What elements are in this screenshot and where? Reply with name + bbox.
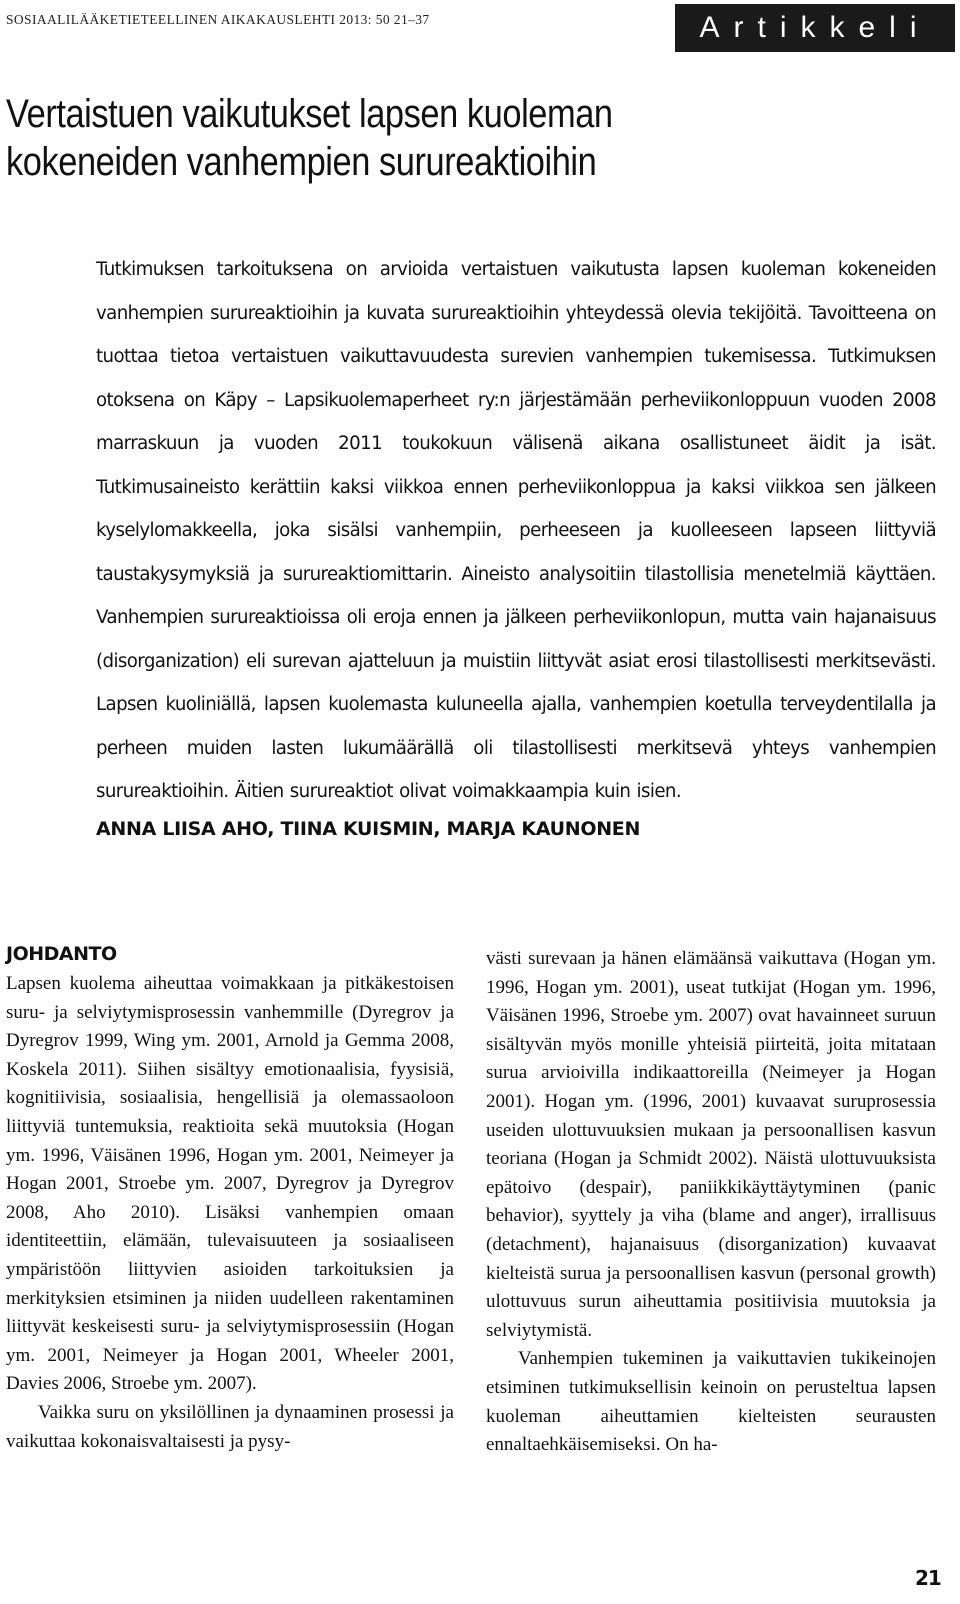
body-paragraph: Vanhempien tukeminen ja vaikuttavien tukikeinojen etsiminen tutkimuksellisin keinoin on perusteltua lapsen kuoleman aiheuttamien kielteisten seurausten ennaltaehkäisemiseksi. On ha-	[486, 1348, 936, 1456]
section-heading: JOHDANTO	[6, 943, 117, 965]
body-column-right	[486, 945, 936, 1460]
journal-citation: SOSIAALILÄÄKETIETEELLINEN AIKAKAUSLEHTI 2013: 50 21–37	[6, 12, 430, 27]
body-paragraph: Vaikka suru on yksilöllinen ja dynaaminen prosessi ja vaikuttaa kokonaisvaltaisesti ja pysy-	[6, 1401, 454, 1452]
article-authors: ANNA LIISA AHO, TIINA KUISMIN, MARJA KAUNONEN	[96, 818, 641, 840]
article-abstract: Tutkimuksen tarkoituksena on arvioida vertaistuen vaikutusta lapsen kuoleman kokeneiden vanhempien surureaktioihin ja kuvata surureaktioihin yhteydessä olevia tekijöitä. Tavoitteena on tuottaa tietoa vertaistuen vaikuttavuudesta surevien vanhempien tukemisessa. Tutkimuksen otoksena on Käpy – Lapsikuolemaperheet ry:n järjestämään perheviikonloppuun vuoden 2008 marraskuun ja vuoden 2011 toukokuun välisenä aikana osallistuneet äidit ja isät. Tutkimusaineisto kerättiin kaksi viikkoa ennen perheviikonloppua ja kaksi viikkoa sen jälkeen kyselylomakkeella, joka sisälsi vanhempiin, perheeseen ja kuolleeseen lapseen liittyviä taustakysymyksiä ja surureaktiomittarin. Aineisto analysoitiin tilastollisia menetelmiä käyttäen. Vanhempien surureaktioissa oli eroja ennen ja jälkeen perheviikonlopun, mutta vain hajanaisuus (disorganization) eli surevan ajatteluun ja muistiin liittyvät asiat erosi tilastollisesti merkitsevästi. Lapsen kuoliniällä, lapsen kuolemasta kuluneella ajalla, vanhempien koetulla terveydentilalla ja perheen muiden lasten lukumäärällä oli tilastollisesti merkitsevä yhteys vanhempien surureaktioihin. Äitien surureaktiot olivat voimakkaampia kuin isien.	[96, 259, 936, 802]
body-paragraph: Lapsen kuolema aiheuttaa voimakkaan ja pitkäkestoisen suru- ja selviytymisprosessin vanhemmille (Dyregrov ja Dyregrov 1999, Wing ym. 2001, Arnold ja Gemma 2008, Koskela 2011). Siihen sisältyy emotionaalisia, fyysisiä, kognitiivisia, sosiaalisia, hengellisiä ja olemassaoloon liittyviä tuntemuksia, reaktioita sekä muutoksia (Hogan ym. 1996, Väisänen 1996, Hogan ym. 2001, Neimeyer ja Hogan 2001, Stroebe ym. 2007, Dyregrov ja Dyregrov 2008, Aho 2010). Lisäksi vanhempien omaan identiteettiin, elämään, tulevaisuuteen ja sosiaaliseen ympäristöön liittyvien asioiden tarkoituksien ja merkityksien etsiminen ja niiden uudelleen rakentaminen liittyvät keskeisesti suru- ja selviytymisprosessiin (Hogan ym. 2001, Neimeyer ja Hogan 2001, Wheeler 2001, Davies 2006, Stroebe ym. 2007).	[6, 973, 454, 1395]
article-title: Vertaistuen vaikutukset lapsen kuoleman kokeneiden vanhempien surureaktioihin	[6, 92, 613, 184]
body-column-left	[6, 940, 454, 1456]
page-number: 21	[915, 1566, 941, 1590]
section-label: Artikkeli	[675, 4, 955, 52]
body-paragraph: västi surevaan ja hänen elämäänsä vaikuttava (Hogan ym. 1996, Hogan ym. 2001), useat tutkijat (Hogan ym. 1996, Väisänen 1996, Stroebe ym. 2007) ovat havainneet suruun sisältyvän myös monille yhteisiä piirteitä, joita mitataan surua arvioivilla indikaattoreilla (Neimeyer ja Hogan 2001). Hogan ym. (1996, 2001) kuvaavat suruprosessia useiden ulottuvuuksien mukaan ja persoonallisen kasvun teoriana (Hogan ja Schmidt 2002). Näistä ulottuvuuksista epätoivo (despair), paniikkikäyttäytyminen (panic behavior), syyttely ja viha (blame and anger), irrallisuus (detachment), hajanaisuus (disorganization) kuvaavat kielteistä surua ja persoonallisen kasvun (personal growth) ulottuvuus surun aiheuttamia positiivisia muutoksia ja selviytymistä.	[486, 948, 936, 1341]
